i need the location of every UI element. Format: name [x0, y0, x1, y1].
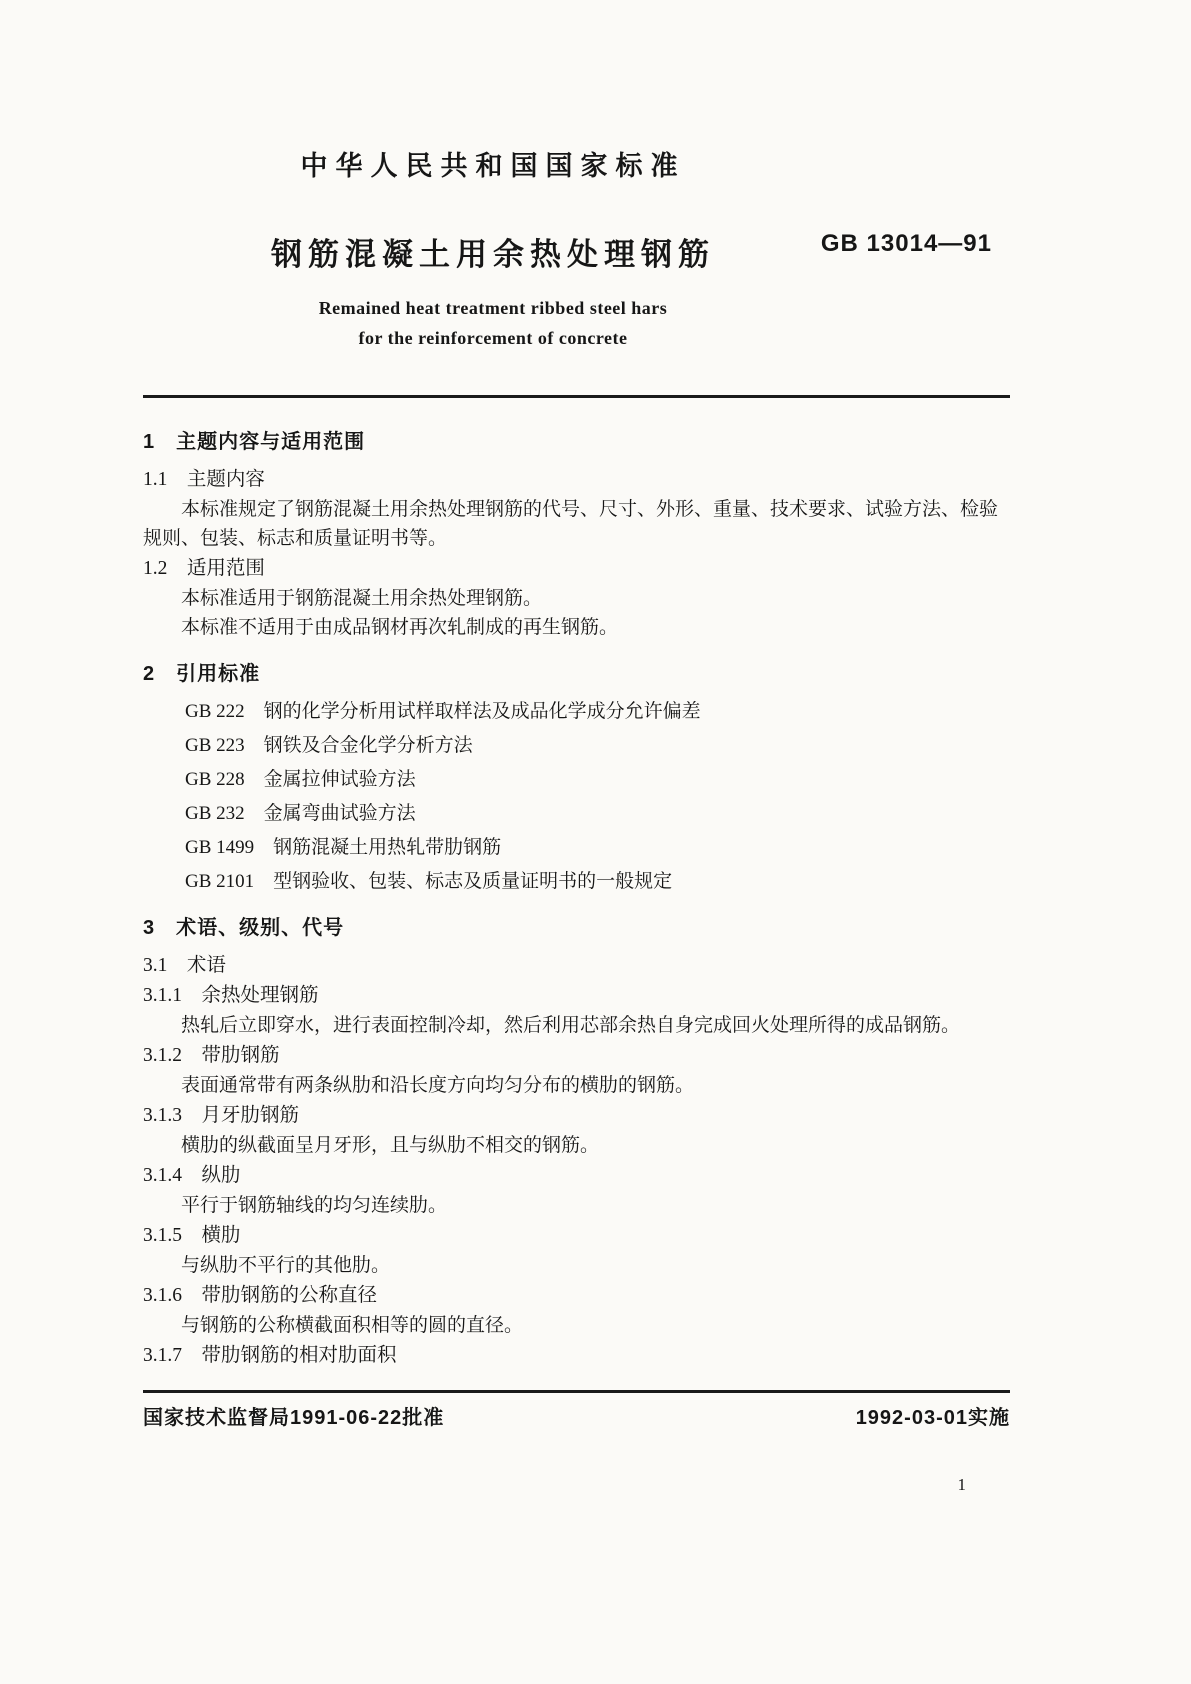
clause-heading: 1.1 主题内容 — [143, 469, 265, 490]
document-header — [143, 130, 1010, 398]
paragraph: 表面通常带有两条纵肋和沿长度方向均匀分布的横肋的钢筋。 — [181, 1075, 695, 1096]
section-heading: 2 引用标准 — [143, 663, 261, 685]
paragraph: 本标准适用于钢筋混凝土用余热处理钢筋。 — [181, 588, 543, 609]
english-title-line1: Remained heat treatment ribbed steel hars — [318, 298, 668, 318]
document-title: 钢筋混凝土用余热处理钢筋 — [271, 237, 715, 272]
paragraph: 本标准规定了钢筋混凝土用余热处理钢筋的代号、尺寸、外形、重量、技术要求、试验方法、检验规则、包装、标志和质量证明书等。 — [143, 499, 999, 549]
approval-info: 国家技术监督局1991-06-22批准 — [143, 1407, 445, 1429]
header-divider — [143, 395, 1010, 398]
reference-item: GB 1499 钢筋混凝土用热轧带肋钢筋 — [185, 837, 502, 858]
clause-heading: 3.1.6 带肋钢筋的公称直径 — [143, 1285, 378, 1306]
standard-number: GB 13014—91 — [820, 230, 992, 257]
document-body — [143, 428, 1010, 1370]
standard-label: 中华人民共和国国家标准 — [300, 151, 686, 181]
section-heading: 1 主题内容与适用范围 — [143, 431, 366, 453]
clause-heading: 3.1 术语 — [143, 955, 226, 976]
paragraph: 平行于钢筋轴线的均匀连续肋。 — [181, 1195, 448, 1216]
reference-item: GB 232 金属弯曲试验方法 — [185, 803, 416, 824]
paragraph: 与钢筋的公称横截面积相等的圆的直径。 — [181, 1315, 524, 1336]
paragraph: 横肋的纵截面呈月牙形，且与纵肋不相交的钢筋。 — [181, 1135, 600, 1156]
clause-heading: 3.1.2 带肋钢筋 — [143, 1045, 280, 1066]
paragraph: 热轧后立即穿水，进行表面控制冷却，然后利用芯部余热自身完成回火处理所得的成品钢筋。 — [181, 1015, 961, 1036]
clause-heading: 3.1.7 带肋钢筋的相对肋面积 — [143, 1345, 397, 1366]
reference-item: GB 2101 型钢验收、包装、标志及质量证明书的一般规定 — [185, 871, 673, 892]
reference-item: GB 222 钢的化学分析用试样取样法及成品化学成分允许偏差 — [185, 701, 701, 722]
clause-heading: 3.1.5 横肋 — [143, 1225, 241, 1246]
reference-item: GB 223 钢铁及合金化学分析方法 — [185, 735, 473, 756]
implementation-date: 1992-03-01实施 — [855, 1407, 1010, 1429]
section-heading: 3 术语、级别、代号 — [143, 917, 345, 939]
clause-heading: 3.1.3 月牙肋钢筋 — [143, 1105, 300, 1126]
footer-divider — [143, 1390, 1010, 1393]
paragraph: 本标准不适用于由成品钢材再次轧制成的再生钢筋。 — [181, 617, 619, 638]
clause-heading: 3.1.1 余热处理钢筋 — [143, 985, 319, 1006]
clause-heading: 1.2 适用范围 — [143, 558, 265, 579]
clause-heading: 3.1.4 纵肋 — [143, 1165, 241, 1186]
reference-item: GB 228 金属拉伸试验方法 — [185, 769, 416, 790]
page-number: 1 — [957, 1475, 966, 1494]
paragraph: 与纵肋不平行的其他肋。 — [181, 1255, 391, 1276]
english-title-line2: for the reinforcement of concrete — [358, 328, 628, 348]
page-footer — [143, 1390, 1010, 1430]
